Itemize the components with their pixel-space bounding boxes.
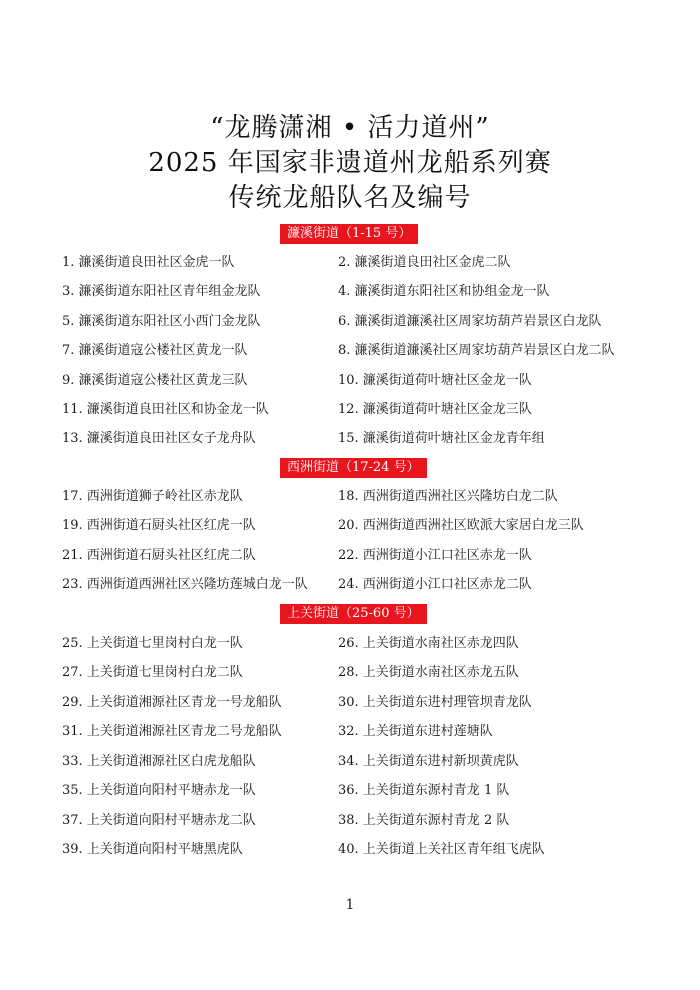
team-item: 24. 西洲街道小江口社区赤龙二队 <box>338 577 532 592</box>
team-item: 33. 上关街道湘源社区白虎龙船队 <box>62 754 256 769</box>
team-item: 19. 西洲街道石厨头社区红虎一队 <box>62 518 256 533</box>
title-line-subtitle: 传统龙船队名及编号 <box>228 183 472 213</box>
team-item: 5. 濂溪街道东阳社区小西门金龙队 <box>62 314 261 329</box>
team-item: 39. 上关街道向阳村平塘黑虎队 <box>62 842 243 857</box>
team-item: 32. 上关街道东进村莲塘队 <box>338 724 493 739</box>
team-item: 8. 濂溪街道濂溪社区周家坊葫芦岩景区白龙二队 <box>338 343 615 358</box>
team-item: 27. 上关街道七里岗村白龙二队 <box>62 665 243 680</box>
title-line-slogan: “龙腾潇湘 • 活力道州” <box>210 113 490 143</box>
team-item: 11. 濂溪街道良田社区和协金龙一队 <box>62 402 269 417</box>
team-item: 2. 濂溪街道良田社区金虎二队 <box>338 255 511 270</box>
team-item: 10. 濂溪街道荷叶塘社区金龙一队 <box>338 373 532 388</box>
team-item: 28. 上关街道水南社区赤龙五队 <box>338 665 519 680</box>
team-item: 1. 濂溪街道良田社区金虎一队 <box>62 255 235 270</box>
team-item: 3. 濂溪街道东阳社区青年组金龙队 <box>62 284 261 299</box>
team-item: 29. 上关街道湘源社区青龙一号龙船队 <box>62 695 282 710</box>
team-item: 13. 濂溪街道良田社区女子龙舟队 <box>62 431 256 446</box>
section-header: 上关街道（25-60 号） <box>280 604 427 624</box>
team-item: 23. 西洲街道西洲社区兴隆坊莲城白龙一队 <box>62 577 308 592</box>
team-item: 22. 西洲街道小江口社区赤龙一队 <box>338 548 532 563</box>
team-item: 20. 西洲街道西洲社区欧派大家居白龙三队 <box>338 518 584 533</box>
team-item: 31. 上关街道湘源社区青龙二号龙船队 <box>62 724 282 739</box>
section-header: 濂溪街道（1-15 号） <box>280 224 418 244</box>
team-item: 35. 上关街道向阳村平塘赤龙一队 <box>62 783 256 798</box>
team-item: 15. 濂溪街道荷叶塘社区金龙青年组 <box>338 431 545 446</box>
team-item: 40. 上关街道上关社区青年组飞虎队 <box>338 842 545 857</box>
team-item: 37. 上关街道向阳村平塘赤龙二队 <box>62 813 256 828</box>
team-item: 38. 上关街道东源村青龙 2 队 <box>338 813 510 828</box>
section-header: 西洲街道（17-24 号） <box>280 458 427 478</box>
title-line-event: 2025 年国家非遗道州龙船系列赛 <box>148 148 552 178</box>
team-item: 26. 上关街道水南社区赤龙四队 <box>338 636 519 651</box>
team-item: 6. 濂溪街道濂溪社区周家坊葫芦岩景区白龙队 <box>338 314 602 329</box>
page-number: 1 <box>345 897 355 913</box>
team-item: 25. 上关街道七里岗村白龙一队 <box>62 636 243 651</box>
team-item: 30. 上关街道东进村理管坝青龙队 <box>338 695 532 710</box>
team-item: 18. 西洲街道西洲社区兴隆坊白龙二队 <box>338 489 558 504</box>
team-item: 17. 西洲街道狮子岭社区赤龙队 <box>62 489 243 504</box>
team-item: 7. 濂溪街道寇公楼社区黄龙一队 <box>62 343 248 358</box>
team-item: 34. 上关街道东进村新坝黄虎队 <box>338 754 519 769</box>
team-item: 21. 西洲街道石厨头社区红虎二队 <box>62 548 256 563</box>
team-item: 4. 濂溪街道东阳社区和协组金龙一队 <box>338 284 550 299</box>
team-item: 12. 濂溪街道荷叶塘社区金龙三队 <box>338 402 532 417</box>
team-item: 36. 上关街道东源村青龙 1 队 <box>338 783 510 798</box>
team-item: 9. 濂溪街道寇公楼社区黄龙三队 <box>62 373 248 388</box>
